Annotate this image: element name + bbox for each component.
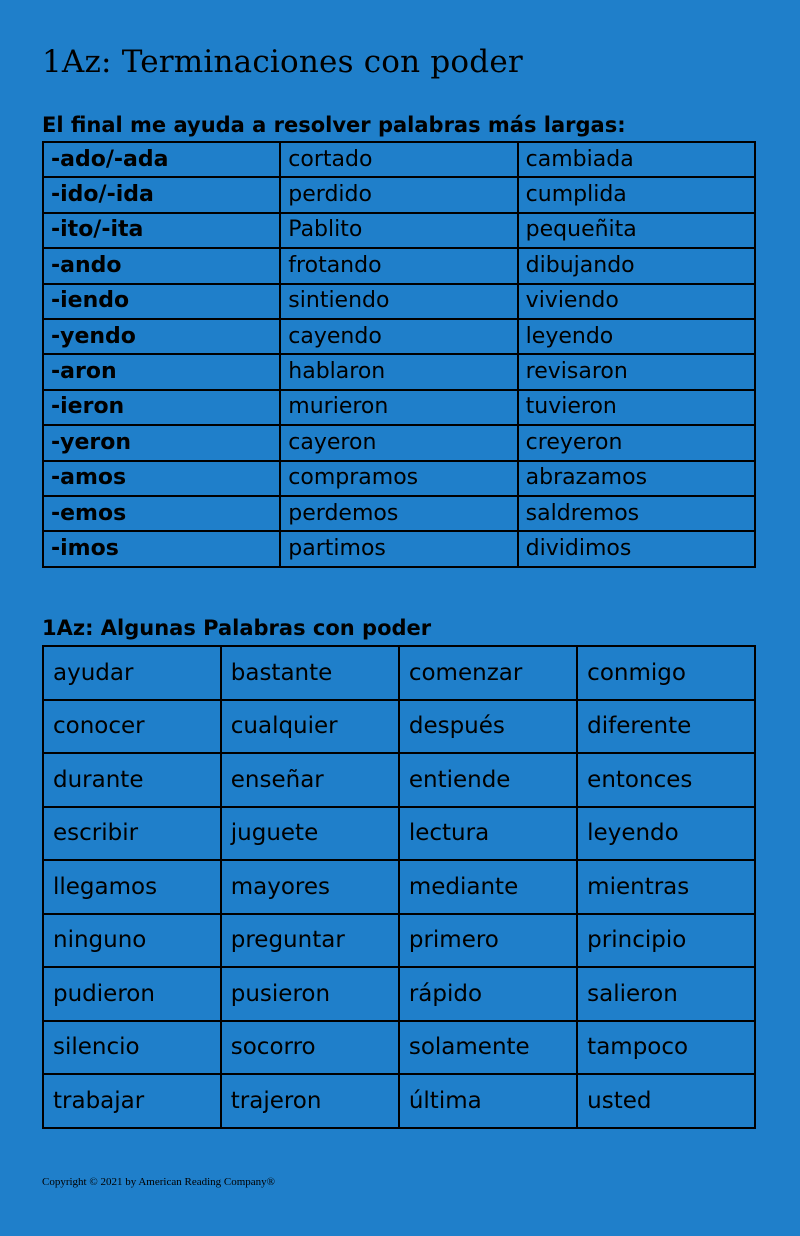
power-word-cell: ayudar: [43, 646, 221, 700]
page-title: 1Az: Terminaciones con poder: [42, 44, 523, 80]
power-word-cell: diferente: [577, 700, 755, 754]
power-word-cell: primero: [399, 914, 577, 968]
power-word-cell: trabajar: [43, 1074, 221, 1128]
table-row: [43, 753, 755, 807]
table-row: [43, 354, 755, 389]
power-words-table: [42, 645, 756, 1129]
example-word-cell: abrazamos: [518, 461, 755, 496]
power-word-cell: durante: [43, 753, 221, 807]
example-word-cell: frotando: [280, 248, 517, 283]
power-word-cell: rápido: [399, 967, 577, 1021]
example-word-cell: cayendo: [280, 319, 517, 354]
table-row: [43, 213, 755, 248]
power-word-cell: solamente: [399, 1021, 577, 1075]
table-row: [43, 967, 755, 1021]
table-row: [43, 425, 755, 460]
example-word-cell: sintiendo: [280, 284, 517, 319]
suffix-cell: -yeron: [43, 425, 280, 460]
example-word-cell: dibujando: [518, 248, 755, 283]
example-word-cell: revisaron: [518, 354, 755, 389]
power-word-cell: mayores: [221, 860, 399, 914]
power-word-cell: salieron: [577, 967, 755, 1021]
suffix-cell: -amos: [43, 461, 280, 496]
copyright-notice: Copyright © 2021 by American Reading Company®: [42, 1176, 276, 1188]
table-row: [43, 807, 755, 861]
table-row: [43, 914, 755, 968]
power-word-cell: enseñar: [221, 753, 399, 807]
example-word-cell: cortado: [280, 142, 517, 177]
suffix-cell: -ido/-ida: [43, 177, 280, 212]
power-words-heading: 1Az: Algunas Palabras con poder: [42, 616, 432, 640]
power-word-cell: bastante: [221, 646, 399, 700]
power-word-cell: mientras: [577, 860, 755, 914]
power-word-cell: lectura: [399, 807, 577, 861]
example-word-cell: dividimos: [518, 531, 755, 566]
power-word-cell: comenzar: [399, 646, 577, 700]
table-row: [43, 461, 755, 496]
suffix-cell: -ando: [43, 248, 280, 283]
endings-table: [42, 141, 756, 568]
example-word-cell: saldremos: [518, 496, 755, 531]
power-word-cell: llegamos: [43, 860, 221, 914]
example-word-cell: cambiada: [518, 142, 755, 177]
power-word-cell: mediante: [399, 860, 577, 914]
table-row: [43, 531, 755, 566]
example-word-cell: compramos: [280, 461, 517, 496]
table-row: [43, 390, 755, 425]
table-row: [43, 177, 755, 212]
power-word-cell: trajeron: [221, 1074, 399, 1128]
power-word-cell: conocer: [43, 700, 221, 754]
suffix-cell: -yendo: [43, 319, 280, 354]
table-row: [43, 860, 755, 914]
suffix-cell: -iendo: [43, 284, 280, 319]
power-word-cell: entiende: [399, 753, 577, 807]
table-row: [43, 1021, 755, 1075]
table-row: [43, 142, 755, 177]
table-row: [43, 248, 755, 283]
suffix-cell: -ieron: [43, 390, 280, 425]
endings-heading: El final me ayuda a resolver palabras más largas:: [42, 113, 626, 137]
example-word-cell: cayeron: [280, 425, 517, 460]
power-word-cell: socorro: [221, 1021, 399, 1075]
example-word-cell: murieron: [280, 390, 517, 425]
suffix-cell: -ito/-ita: [43, 213, 280, 248]
example-word-cell: partimos: [280, 531, 517, 566]
power-word-cell: tampoco: [577, 1021, 755, 1075]
power-word-cell: conmigo: [577, 646, 755, 700]
example-word-cell: cumplida: [518, 177, 755, 212]
suffix-cell: -imos: [43, 531, 280, 566]
example-word-cell: hablaron: [280, 354, 517, 389]
suffix-cell: -emos: [43, 496, 280, 531]
table-row: [43, 319, 755, 354]
power-word-cell: leyendo: [577, 807, 755, 861]
power-word-cell: después: [399, 700, 577, 754]
example-word-cell: viviendo: [518, 284, 755, 319]
example-word-cell: leyendo: [518, 319, 755, 354]
example-word-cell: perdido: [280, 177, 517, 212]
power-word-cell: pusieron: [221, 967, 399, 1021]
suffix-cell: -ado/-ada: [43, 142, 280, 177]
example-word-cell: perdemos: [280, 496, 517, 531]
power-word-cell: juguete: [221, 807, 399, 861]
power-word-cell: última: [399, 1074, 577, 1128]
power-word-cell: principio: [577, 914, 755, 968]
table-row: [43, 1074, 755, 1128]
power-word-cell: silencio: [43, 1021, 221, 1075]
example-word-cell: creyeron: [518, 425, 755, 460]
power-word-cell: escribir: [43, 807, 221, 861]
suffix-cell: -aron: [43, 354, 280, 389]
table-row: [43, 284, 755, 319]
power-word-cell: usted: [577, 1074, 755, 1128]
example-word-cell: pequeñita: [518, 213, 755, 248]
power-word-cell: entonces: [577, 753, 755, 807]
table-row: [43, 646, 755, 700]
power-word-cell: preguntar: [221, 914, 399, 968]
power-word-cell: cualquier: [221, 700, 399, 754]
table-row: [43, 700, 755, 754]
power-word-cell: ninguno: [43, 914, 221, 968]
example-word-cell: tuvieron: [518, 390, 755, 425]
power-word-cell: pudieron: [43, 967, 221, 1021]
table-row: [43, 496, 755, 531]
example-word-cell: Pablito: [280, 213, 517, 248]
